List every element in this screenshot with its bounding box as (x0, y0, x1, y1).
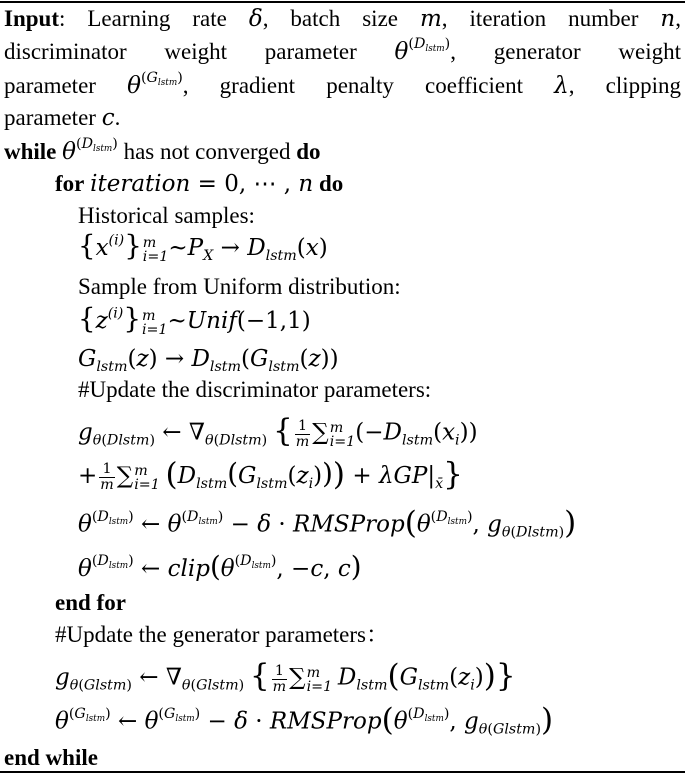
sample-uniform-label: Sample from Uniform distribution: (78, 274, 401, 299)
input-line-1: Input: Learning rate δ, batch size m, iteration number n, (4, 6, 681, 32)
while-line: while $\theta^{(D_{lstm})}$ has not converged do (4, 136, 321, 165)
input-label: Input (4, 6, 59, 31)
bottom-rule (0, 771, 685, 773)
generator-mapping-formula: $G_{lstm}(z) \to D_{lstm}(G_{lstm}(z))$ (78, 346, 339, 375)
x-sample-formula: $\{x^{(i)}\}$ m i=1 $\sim P_X \to D_{lstm}(x)$ (78, 229, 328, 266)
generator-gradient-formula: $g_{\theta(Glstm)}$ ← $\nabla_{\theta(Glstm)}$ { $\frac{1}{m}$ ∑ m i=1 $D_{lstm}(G_{lstm}(z_i))$} (55, 658, 516, 695)
input-line-3: parameter $\theta^{(G_{lstm})}$, gradient penalty coefficient λ, clipping (4, 70, 681, 99)
discriminator-clip-update: $\theta^{(D_{lstm})}$ ← $clip(\theta^{(D_{lstm})}$, −c, c) (78, 550, 362, 583)
update-generator-comment: #Update the generator parameters： (55, 622, 389, 647)
discriminator-rmsprop-update: $\theta^{(D_{lstm})}$ ← $\theta^{(D_{lstm})} - \delta$ · $RMSProp(\theta^{(D_{lstm})}$, $g_{\theta(Dlstm)}$) (78, 505, 577, 541)
update-discriminator-comment: #Update the discriminator parameters: (78, 377, 432, 402)
for-line: for iteration = 0, ⋯ , n do (55, 171, 344, 197)
discriminator-gradient-formula-1: $g_{\theta(Dlstm)}$ ← $\nabla_{\theta(Dlstm)}$ { $\frac{1}{m}$ ∑ m i=1 $(-D_{lstm}(x_i))$ (78, 413, 478, 450)
end-for-line: end for (55, 590, 126, 615)
end-while-line: end while (4, 745, 98, 770)
historical-samples-label: Historical samples: (78, 203, 255, 228)
z-sample-formula: $\{z^{(i)}\}$ m i=1 ~Unif(−1,1) (78, 302, 311, 339)
top-rule (0, 1, 685, 3)
input-line-4: parameter c. (4, 105, 121, 131)
discriminator-gradient-formula-2: + $\frac{1}{m}$ ∑ m i=1 $(D_{lstm}(G_{lstm}(z_i))) + \lambda GP|_{x̄}$} (78, 456, 463, 494)
input-line-2: discriminator weight parameter $\theta^{(D_{lstm})}$, generator weight (4, 36, 681, 65)
generator-rmsprop-update: $\theta^{(G_{lstm})}$ ← $\theta^{(G_{lstm})} - \delta$ · $RMSProp(\theta^{(D_{lstm})}$, $g_{\theta(Glstm)}$) (55, 702, 554, 738)
